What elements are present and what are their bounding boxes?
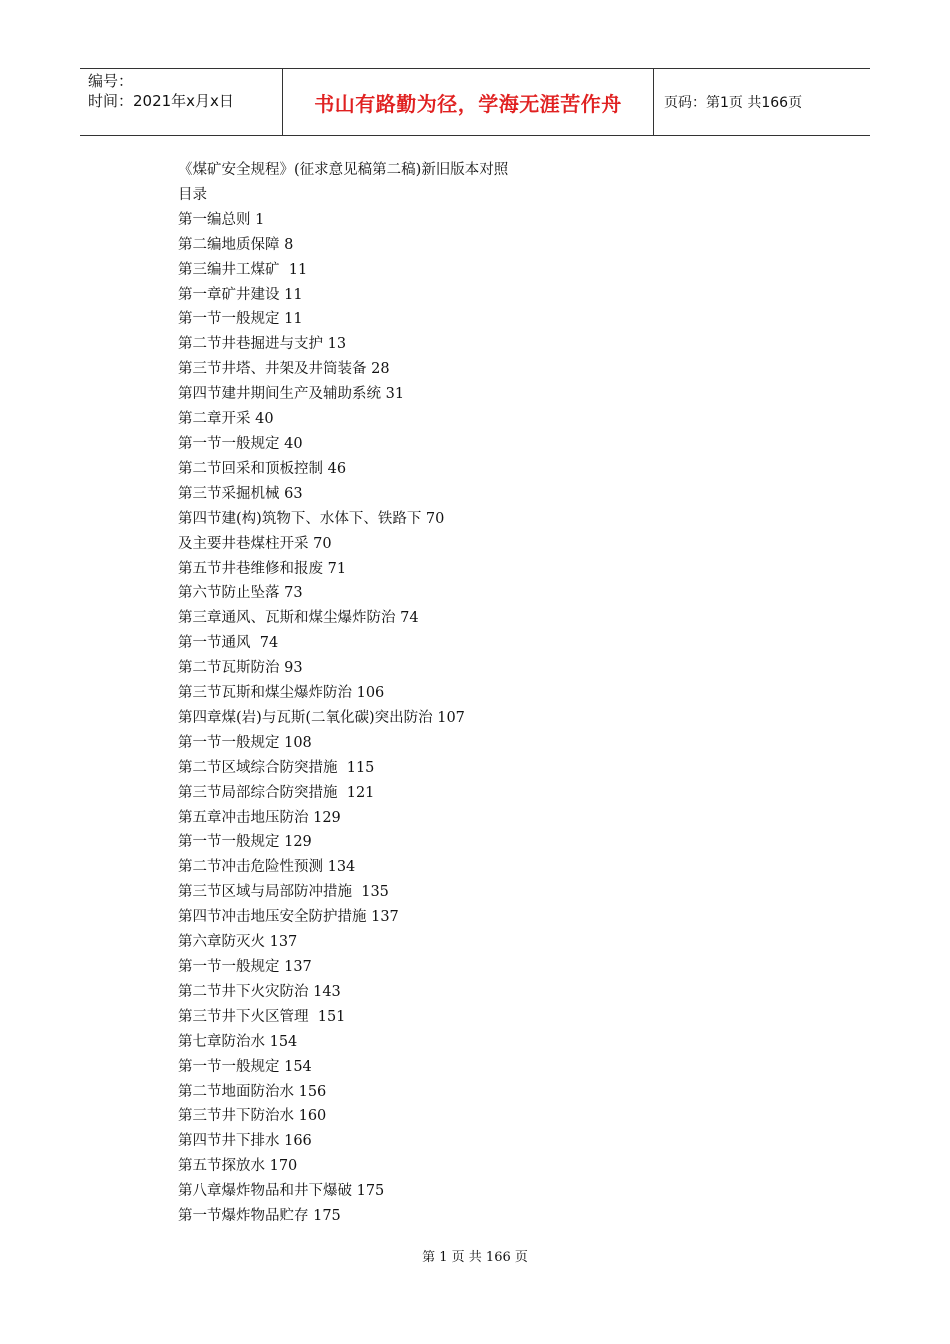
toc-entry: 第二节区域综合防突措施 115 xyxy=(178,759,375,776)
table-of-contents xyxy=(178,208,798,1229)
toc-entry: 第四章煤(岩)与瓦斯(二氧化碳)突出防治 107 xyxy=(178,709,465,726)
toc-entry: 第一章矿井建设 11 xyxy=(178,286,303,303)
toc-entry: 第一编总则 1 xyxy=(178,211,265,228)
document-time-label: 时间：2021年x月x日 xyxy=(88,92,234,110)
toc-entry: 第二节瓦斯防治 93 xyxy=(178,660,303,677)
toc-entry: 第四节建(构)筑物下、水体下、铁路下 70 xyxy=(178,510,445,527)
toc-entry: 第三节井塔、井架及井筒装备 28 xyxy=(178,361,390,378)
toc-entry: 第三节井下火区管理 151 xyxy=(178,1008,346,1025)
toc-entry: 第二节井巷掘进与支护 13 xyxy=(178,336,347,353)
document-body xyxy=(178,158,798,1229)
toc-entry: 第一节通风 74 xyxy=(178,635,279,652)
toc-entry: 第三节采掘机械 63 xyxy=(178,485,303,502)
toc-entry: 第三节瓦斯和煤尘爆炸防治 106 xyxy=(178,685,385,702)
toc-entry: 第七章防治水 154 xyxy=(178,1033,298,1050)
toc-entry: 第五章冲击地压防治 129 xyxy=(178,809,341,826)
toc-entry: 第六节防止坠落 73 xyxy=(178,585,303,602)
toc-entry: 第一节一般规定 11 xyxy=(178,311,303,328)
toc-entry: 第五节探放水 170 xyxy=(178,1158,298,1175)
toc-entry: 及主要井巷煤柱开采 70 xyxy=(178,535,332,552)
toc-entry: 第三节区域与局部防冲措施 135 xyxy=(178,884,389,901)
toc-entry: 第一节一般规定 108 xyxy=(178,734,312,751)
toc-entry: 第五节井巷维修和报废 71 xyxy=(178,560,347,577)
toc-entry: 第二节井下火灾防治 143 xyxy=(178,983,341,1000)
toc-entry: 第一节一般规定 154 xyxy=(178,1058,312,1075)
header-motto: 书山有路勤为径，学海无涯苦作舟 xyxy=(314,91,622,116)
footer-page-number: 第 1 页 共 166 页 xyxy=(422,1250,528,1265)
toc-entry: 第三章通风、瓦斯和煤尘爆炸防治 74 xyxy=(178,610,419,627)
page-header xyxy=(80,68,870,136)
toc-entry: 第一节一般规定 129 xyxy=(178,834,312,851)
document-number-label: 编号： xyxy=(88,72,134,90)
toc-entry: 第二节回采和顶板控制 46 xyxy=(178,460,347,477)
toc-entry: 第六章防灭火 137 xyxy=(178,934,298,951)
toc-entry: 第二章开采 40 xyxy=(178,411,274,428)
toc-entry: 第四节建井期间生产及辅助系统 31 xyxy=(178,386,405,403)
header-page-info: 页码：第1页 共166页 xyxy=(664,95,803,111)
toc-entry: 第四节冲击地压安全防护措施 137 xyxy=(178,909,399,926)
header-page-cell xyxy=(654,69,870,135)
toc-entry: 第一节一般规定 40 xyxy=(178,435,303,452)
toc-entry: 第八章爆炸物品和井下爆破 175 xyxy=(178,1183,385,1200)
page-footer xyxy=(0,1246,950,1265)
toc-entry: 第四节井下排水 166 xyxy=(178,1133,312,1150)
toc-entry: 第三节井下防治水 160 xyxy=(178,1108,327,1125)
header-motto-cell xyxy=(282,69,654,135)
toc-entry: 第一节一般规定 137 xyxy=(178,959,312,975)
toc-entry: 第二编地质保障 8 xyxy=(178,236,294,253)
document-title: 《煤矿安全规程》(征求意见稿第二稿)新旧版本对照 xyxy=(178,162,509,178)
toc-entry: 第三编井工煤矿 11 xyxy=(178,261,308,278)
toc-entry: 第二节地面防治水 156 xyxy=(178,1083,327,1100)
toc-entry: 第二节冲击危险性预测 134 xyxy=(178,859,356,876)
toc-entry: 第三节局部综合防突措施 121 xyxy=(178,784,375,801)
toc-entry: 第一节爆炸物品贮存 175 xyxy=(178,1208,341,1225)
toc-heading: 目录 xyxy=(178,186,207,203)
header-meta xyxy=(80,69,282,135)
